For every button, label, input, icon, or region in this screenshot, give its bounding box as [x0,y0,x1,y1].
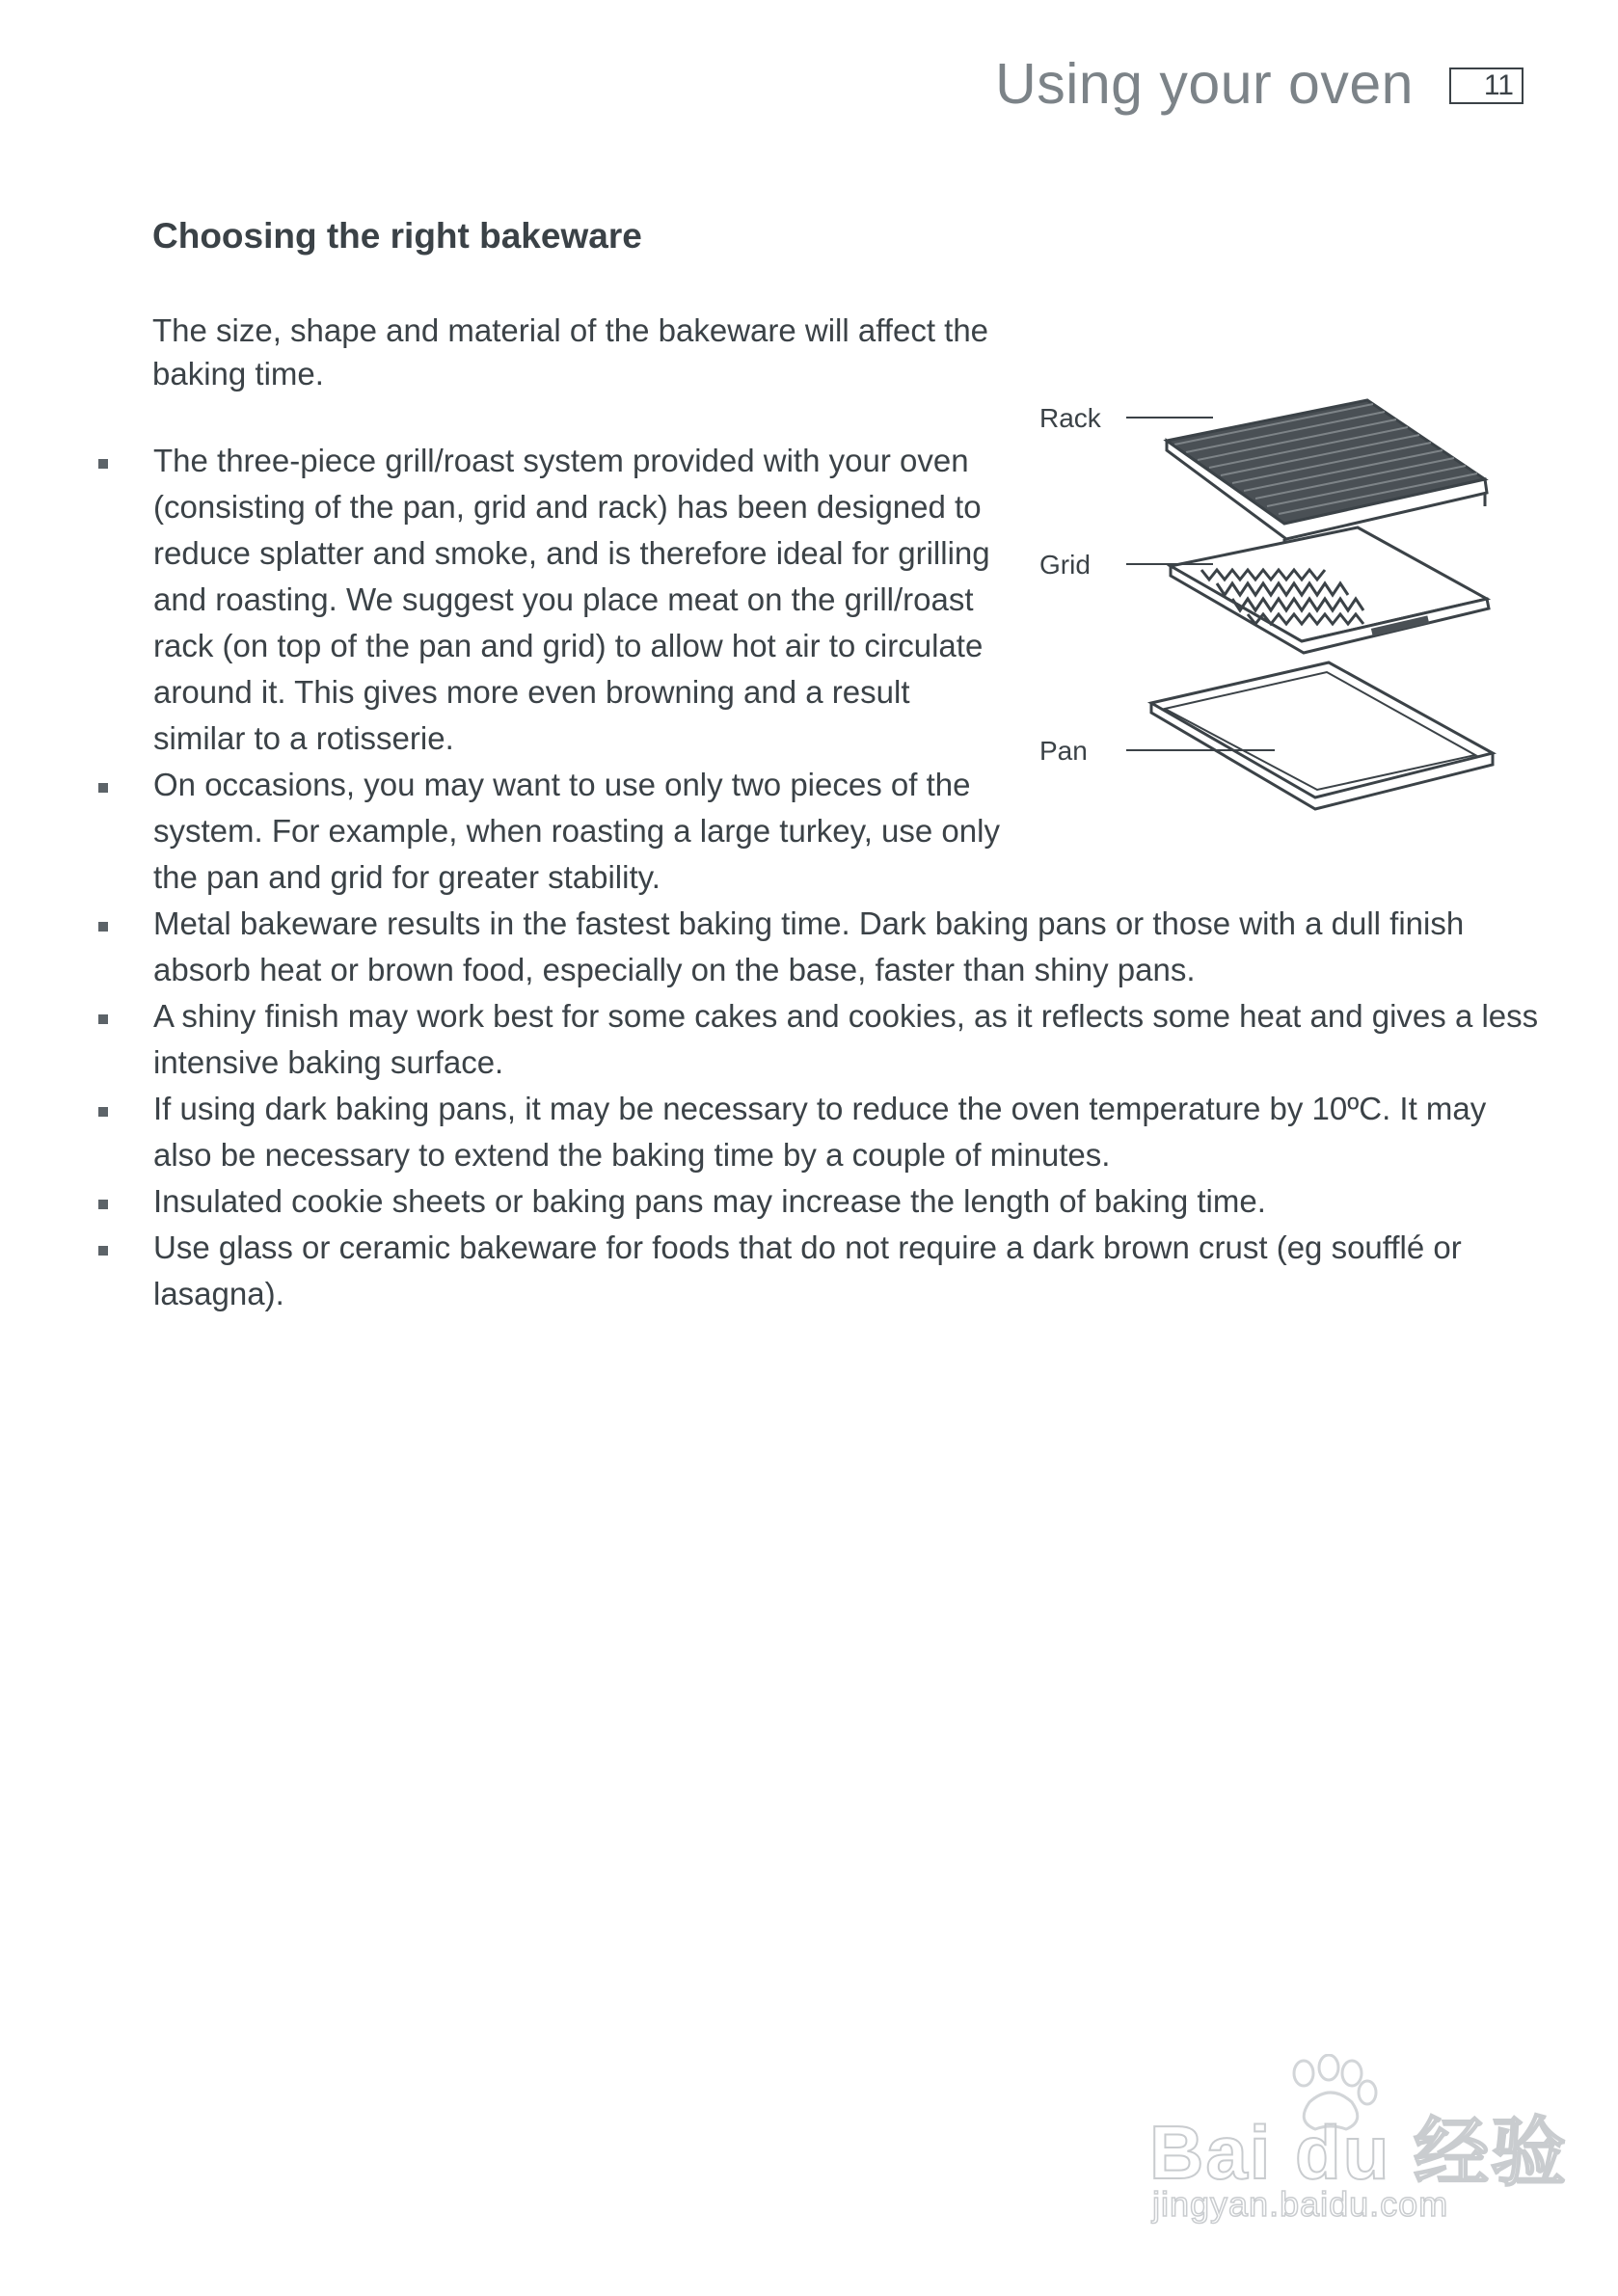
list-item [94,993,1541,1086]
list-item-text: Use glass or ceramic bakeware for foods that do not require a dark brown crust (eg soufflé or lasagna). [153,1229,1462,1311]
bullet-square-icon [98,1014,108,1024]
grill-roast-system-figure [1039,381,1522,834]
pan-illustration [1151,662,1493,809]
list-item-text: On occasions, you may want to use only two pieces of the system. For example, when roasting a large turkey, use only the pan and grid for greater stability. [153,767,1000,895]
section-heading: Choosing the right bakeware [152,216,642,256]
rack-label: Rack [1039,403,1101,433]
watermark-url: jingyan.baidu.com [1152,2184,1449,2224]
list-item [94,438,1002,762]
grid-illustration [1171,527,1489,653]
bullet-square-icon [98,922,108,932]
list-item [94,1225,1541,1317]
pan-label: Pan [1039,736,1088,766]
watermark-brand: Bai du 经验 [1149,2110,1569,2195]
page-number: 11 [1449,68,1524,104]
bullet-square-icon [98,1246,108,1256]
list-item [94,901,1541,993]
list-item-text: The three-piece grill/roast system provided with your oven (consisting of the pan, grid and rack) has been designed to reduce splatter and smoke, and is therefore ideal for grilling and roasting. We suggest you place meat on the grill/roast rack (on top of the pan and grid) to allow hot air to circulate around it. This gives more even browning and a result similar to a rotisserie. [153,443,990,756]
bullet-square-icon [98,459,108,469]
list-item-text: Insulated cookie sheets or baking pans may increase the length of baking time. [153,1183,1266,1219]
list-item-text: If using dark baking pans, it may be necessary to reduce the oven temperature by 10ºC. It may also be necessary to extend the baking time by a couple of minutes. [153,1091,1487,1173]
intro-paragraph: The size, shape and material of the bakeware will affect the baking time. [152,312,989,392]
list-item [94,1086,1541,1178]
grill-roast-illustration [1039,381,1522,834]
list-item [94,762,1002,901]
bullet-square-icon [98,1200,108,1209]
page-title: Using your oven [995,52,1414,116]
bullet-square-icon [98,783,108,793]
list-item [94,1178,1541,1225]
list-item-text: A shiny finish may work best for some cakes and cookies, as it reflects some heat and gives a less intensive baking surface. [153,998,1539,1080]
rack-illustration [1167,400,1487,553]
list-item-text: Metal bakeware results in the fastest baking time. Dark baking pans or those with a dull finish absorb heat or brown food, especially on the base, faster than shiny pans. [153,905,1465,987]
bullet-square-icon [98,1107,108,1117]
grid-label: Grid [1039,550,1091,580]
